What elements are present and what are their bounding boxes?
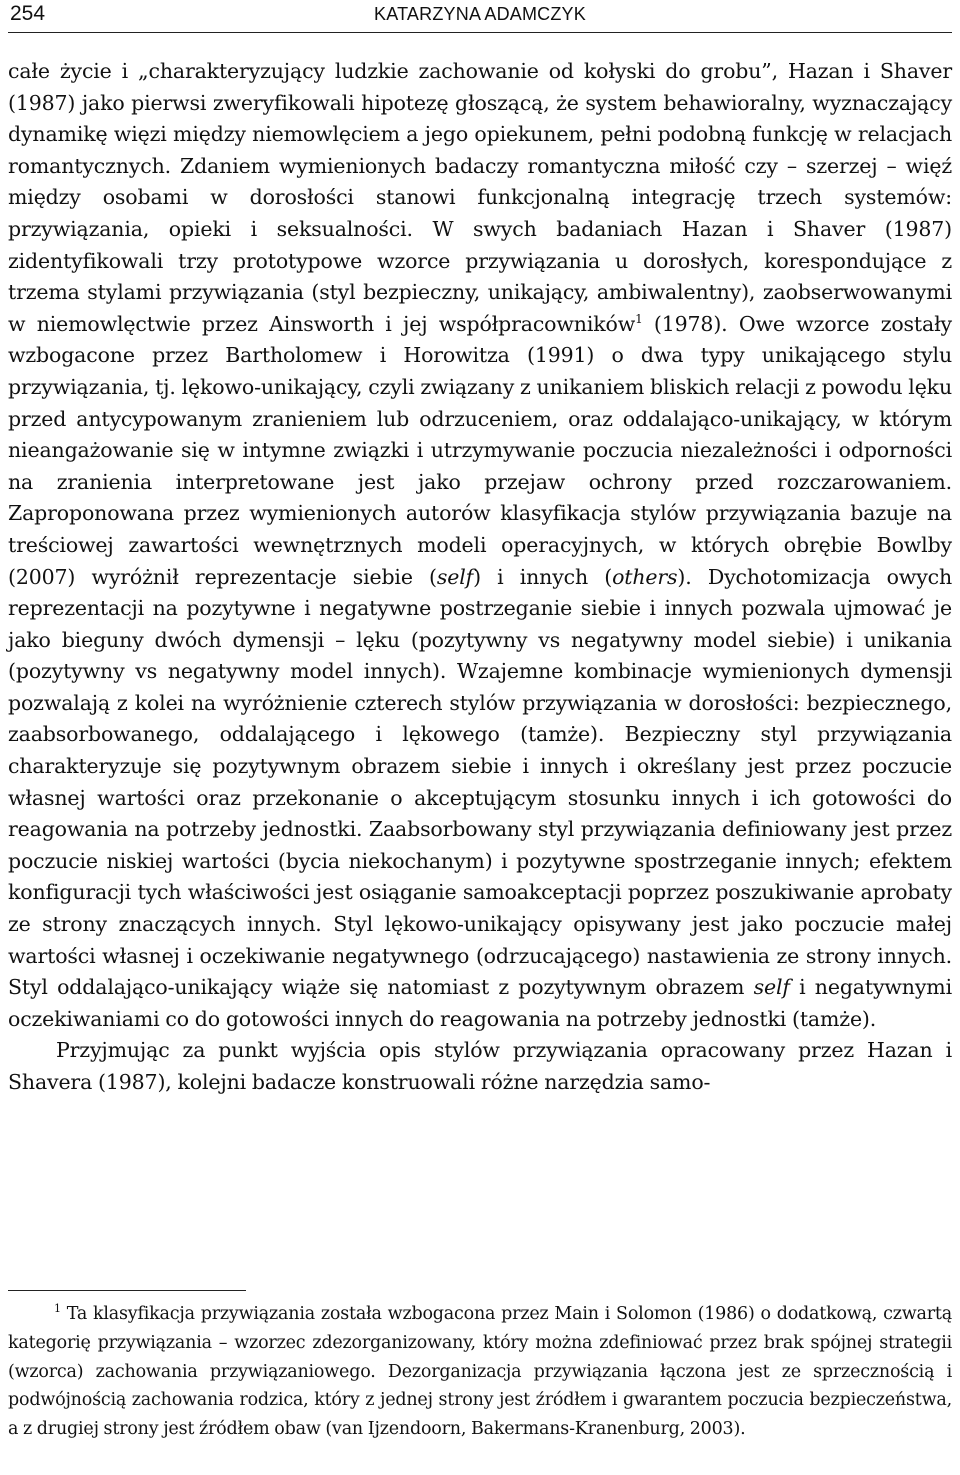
paragraph-2: Przyjmując za punkt wyjścia opis stylów przywiązania opracowany przez Hazan i Shavera (1987), kolejni badacze konstruowali różne narzędzia samo- [8, 1038, 952, 1094]
term-self: self [436, 564, 474, 589]
body-text [8, 56, 952, 1099]
footnote-1 [8, 1300, 952, 1444]
paragraph-1-part-a: całe życie i „charakteryzujący ludzkie zachowanie od kołyski do grobu”, Hazan i Shaver (1987) jako pierwsi zweryfikowali hipotezę głoszącą, że system behawioralny, wyznaczający dynamikę więzi między niemowlęciem a jego opiekunem, pełni podobną funkcję w relacjach romantycznych. Zdaniem wymienionych badaczy romantyczna miłość czy – szerzej – więź między osobami w dorosłości stanowi funkcjonalną integrację trzech systemów: przywiązania, opieki i seksualności. W swych badaniach Hazan i Shaver (1987) zidentyfikowali trzy prototypowe wzorce przywiązania u dorosłych, korespondujące z trzema stylami przywiązania (styl bezpieczny, unikający, ambiwalentny), zaobserwowanymi w niemowlęctwie przez Ainsworth i jej współpracowników [8, 59, 952, 336]
footnote-divider [8, 1290, 246, 1291]
paragraph-1 [8, 56, 952, 1035]
footnote-reference: 1 [635, 311, 643, 326]
paragraph-1-part-e: i negatywnymi oczekiwaniami co do gotowości innych do reagowania na potrzeby jednostki (tamże). [8, 975, 952, 1031]
paragraph-1-part-b: (1978). Owe wzorce zostały wzbogacone przez Bartholomew i Horowitza (1991) o dwa typy unikającego stylu przywiązania, tj. lękowo-unikający, czyli związany z unikaniem bliskich relacji z powodu lęku przed antycypowanym zranieniem lub odrzuceniem, oraz oddalająco-unikający, w którym nieangażowanie się w intymne związki i utrzymywanie poczucia niezależności i odporności na zranienia interpretowane jest jako przejaw ochrony przed rozczarowaniem. Zaproponowana przez wymienionych autorów klasyfikacja stylów przywiązania bazuje na treściowej zawartości wewnętrznych modeli operacyjnych, w których obrębie Bowlby (2007) wyróżnił reprezentacje siebie ( [8, 311, 952, 589]
term-others: others [612, 564, 678, 589]
running-author: KATARZYNA ADAMCZYK [374, 4, 586, 24]
footnote-marker: 1 [54, 1302, 61, 1316]
footnote-text: Ta klasyfikacja przywiązania została wzbogacona przez Main i Solomon (1986) o dodatkową, czwartą kategorię przywiązania – wzorzec zdezorganizowany, który można zdefiniować przez brak spójnej strategii (wzorca) zachowania przywiązaniowego. Dezorganizacja przywiązania łączona jest ze sprzecznością i podwójnością zachowania rodzica, który z jednej strony jest źródłem i gwarantem poczucia bezpieczeństwa, a z drugiej strony jest źródłem obaw (van Ijzendoorn, Bakermans-Kranenburg, 2003). [8, 1304, 952, 1440]
page-number: 254 [10, 2, 46, 25]
page [8, 0, 952, 1475]
paragraph-1-part-d: ). Dychotomizacja owych reprezentacji na pozytywne i negatywne postrzeganie siebie i innych pozwala ujmować je jako bieguny dwóch dymensji – lęku (pozytywny vs negatywny model siebie) i unikania (pozytywny vs negatywny model innych). Wzajemne kombinacje wymienionych dymensji pozwalają z kolei na wyróżnienie czterech stylów przywiązania w dorosłości: bezpiecznego, zaabsorbowanego, oddalającego i lękowego (tamże). Bezpieczny styl przywiązania charakteryzuje się pozytywnym obrazem siebie i innych i określany jest przez poczucie własnej wartości oraz przekonanie o akceptującym stosunku innych i ich gotowości do reagowania na potrzeby jednostki. Zaabsorbowany styl przywiązania definiowany jest przez poczucie niskiej wartości (bycia niekochanym) i pozytywne spostrzeganie innych; efektem konfiguracji tych właściwości jest osiąganie samoakceptacji poprzez poszukiwanie aprobaty ze strony znaczących innych. Styl lękowo-unikający opisywany jest jako poczucie małej wartości własnej i oczekiwanie negatywnego (odrzucającego) nastawienia ze strony innych. Styl oddalająco-unikający wiąże się natomiast z pozytywnym obrazem [8, 564, 953, 1000]
paragraph-1-part-c: ) i innych ( [473, 564, 613, 589]
running-header [8, 0, 952, 33]
footnote [8, 1300, 952, 1444]
term-self-second: self [753, 975, 790, 1000]
